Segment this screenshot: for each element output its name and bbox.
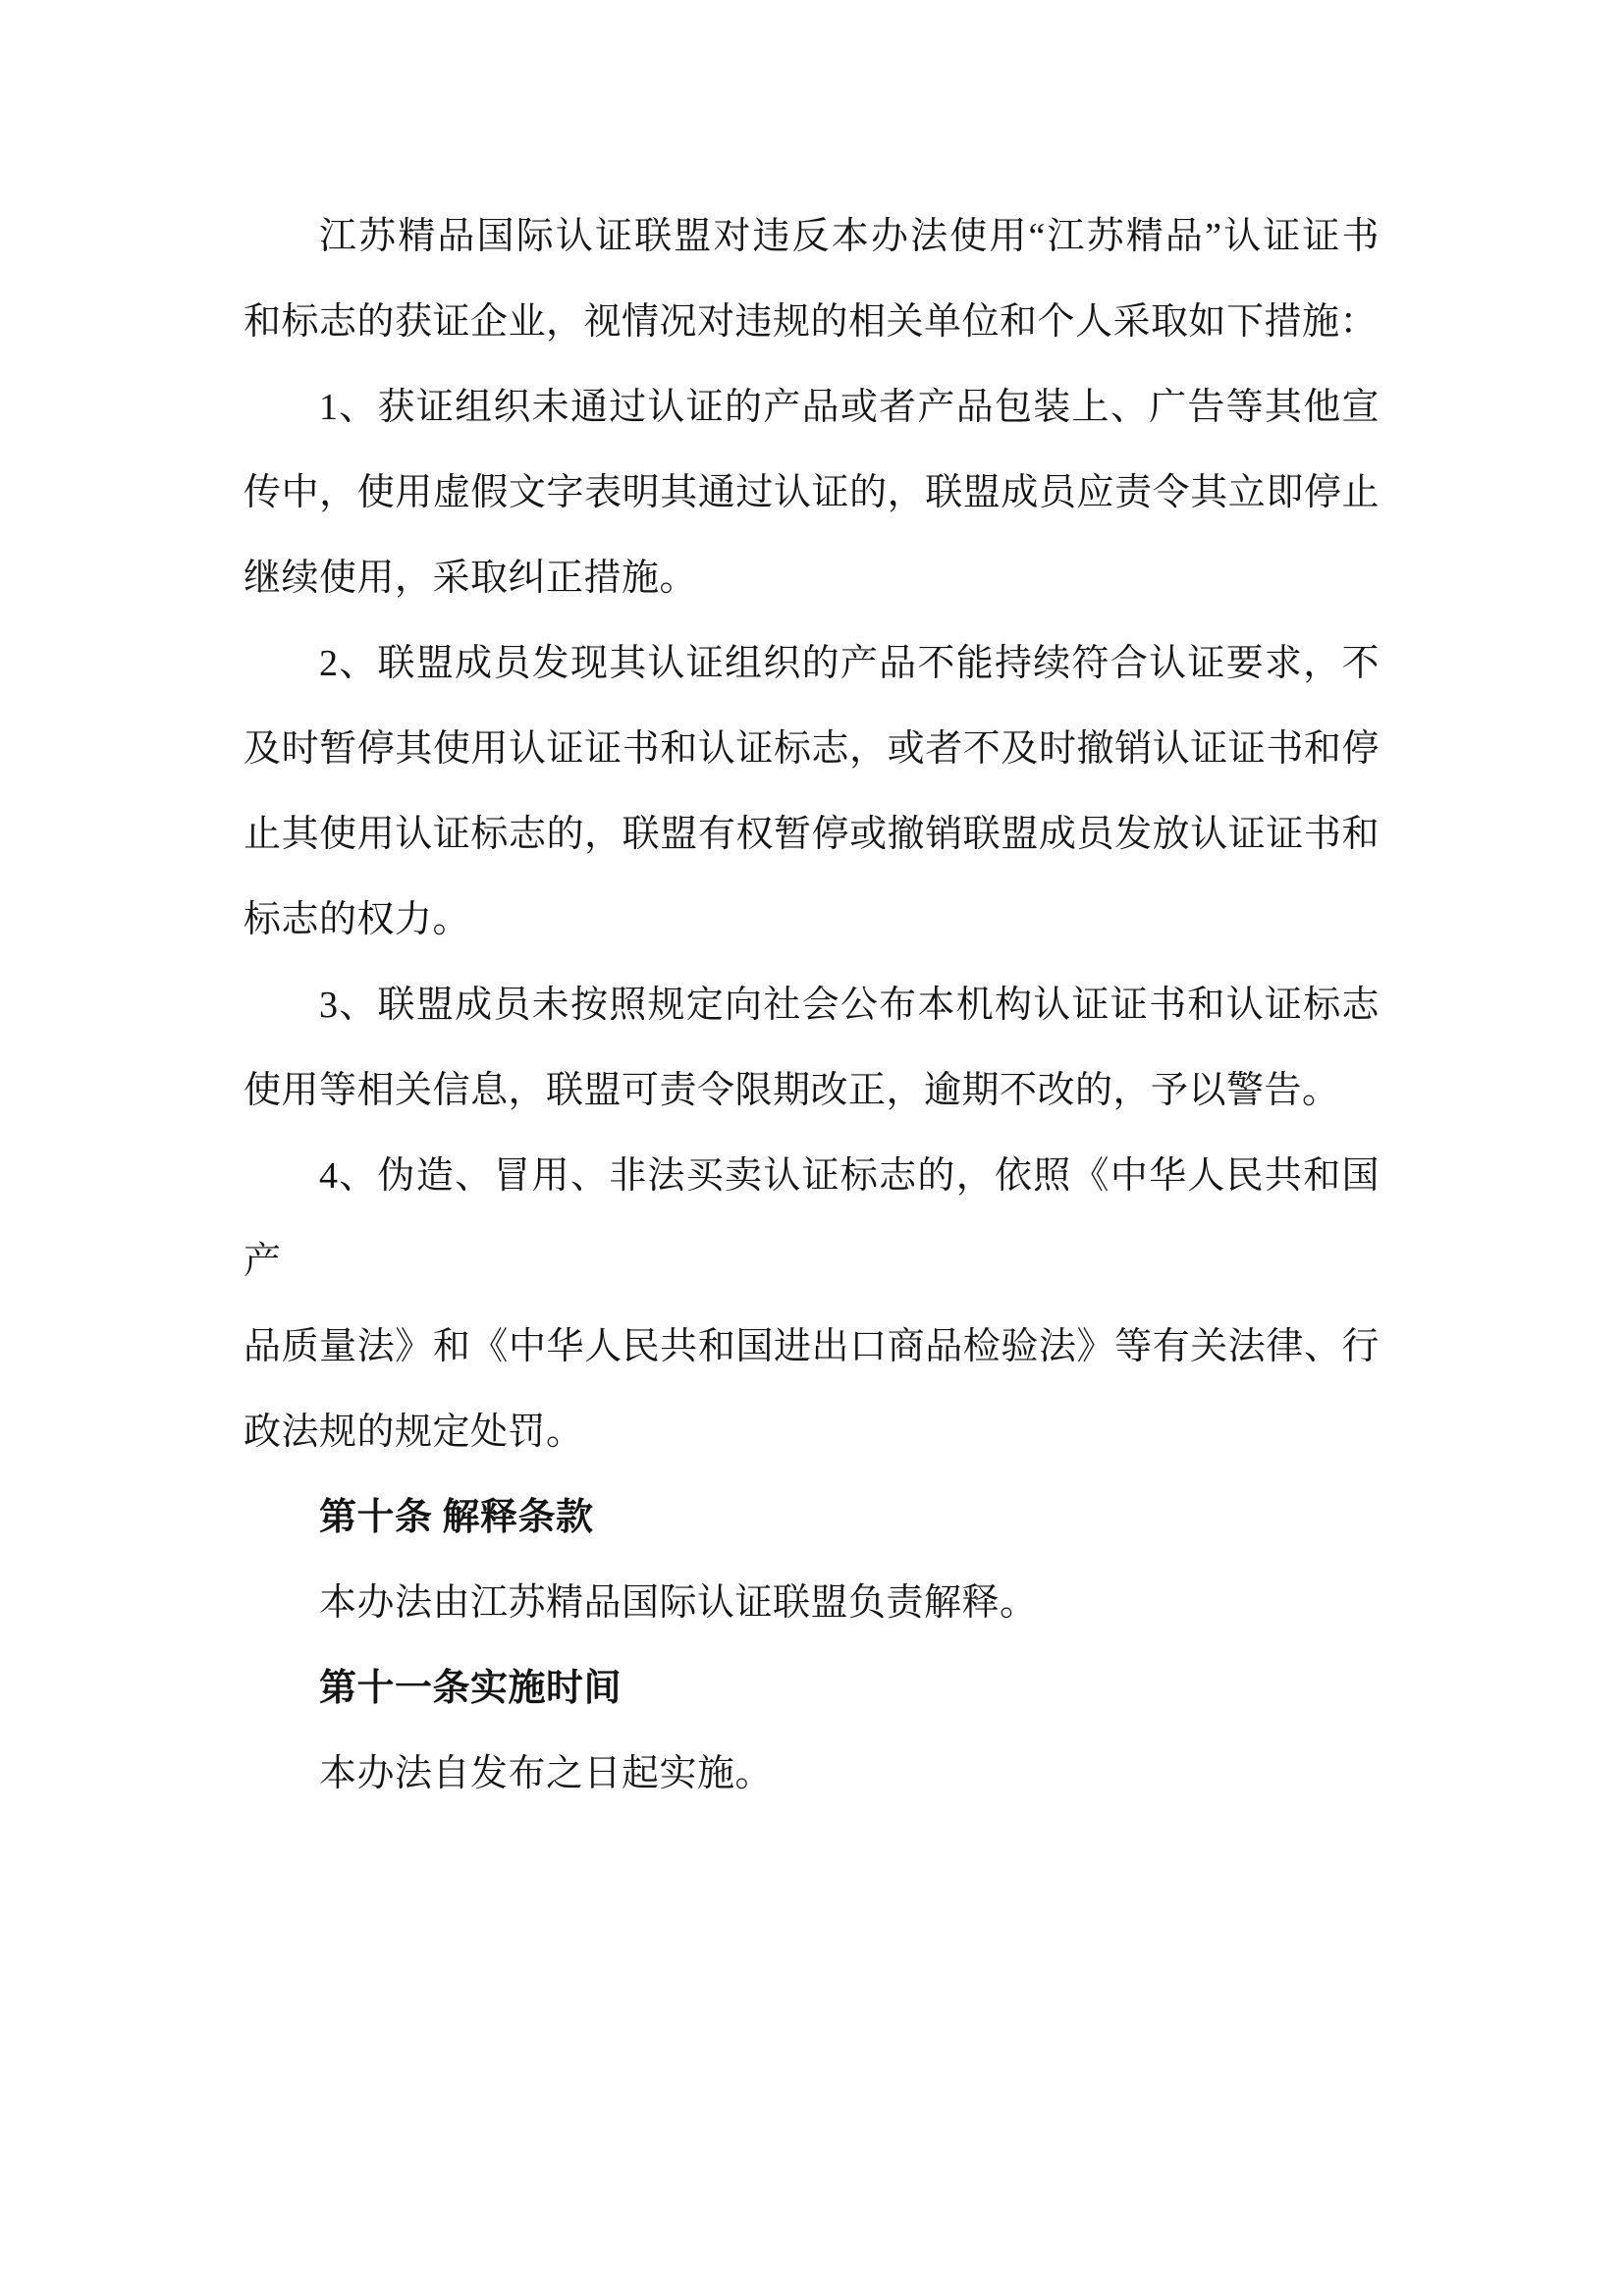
paragraph-5-line-3: 政法规的规定处罚。	[244, 1412, 584, 1453]
paragraph-3-line-1: 2、联盟成员发现其认证组织的产品不能持续符合认证要求，不	[319, 643, 1380, 684]
article-11-body: 本办法自发布之日起实施。	[319, 1753, 774, 1794]
paragraph-5-line-1: 4、伪造、冒用、非法买卖认证标志的，依照《中华人民共和国产	[244, 1155, 1380, 1282]
paragraph-5-line-2: 品质量法》和《中华人民共和国进出口商品检验法》等有关法律、行	[244, 1326, 1380, 1367]
paragraph-1-line-1: 江苏精品国际认证联盟对违反本办法使用“江苏精品”认证证书	[319, 216, 1380, 257]
article-11-heading: 第十一条实施时间	[319, 1668, 623, 1709]
paragraph-2-line-3: 继续使用，采取纠正措施。	[244, 558, 698, 599]
article-10-body: 本办法由江苏精品国际认证联盟负责解释。	[319, 1582, 1038, 1624]
document-body	[244, 194, 1380, 1817]
paragraph-4-line-1: 3、联盟成员未按照规定向社会公布本机构认证证书和认证标志	[319, 985, 1380, 1026]
paragraph-1-line-2: 和标志的获证企业，视情况对违规的相关单位和个人采取如下措施：	[244, 301, 1379, 343]
paragraph-3-line-4: 标志的权力。	[244, 899, 471, 940]
paragraph-2-line-2: 传中，使用虚假文字表明其通过认证的，联盟成员应责令其立即停止	[244, 472, 1380, 513]
paragraph-2-line-1: 1、获证组织未通过认证的产品或者产品包装上、广告等其他宣	[319, 387, 1380, 428]
paragraph-4-line-2: 使用等相关信息，联盟可责令限期改正，逾期不改的，予以警告。	[244, 1070, 1340, 1111]
article-10-heading: 第十条 解释条款	[319, 1497, 594, 1538]
paragraph-3-line-3: 止其使用认证标志的，联盟有权暂停或撤销联盟成员发放认证证书和	[244, 814, 1380, 855]
paragraph-3-line-2: 及时暂停其使用认证证书和认证标志，或者不及时撤销认证证书和停	[244, 728, 1380, 770]
